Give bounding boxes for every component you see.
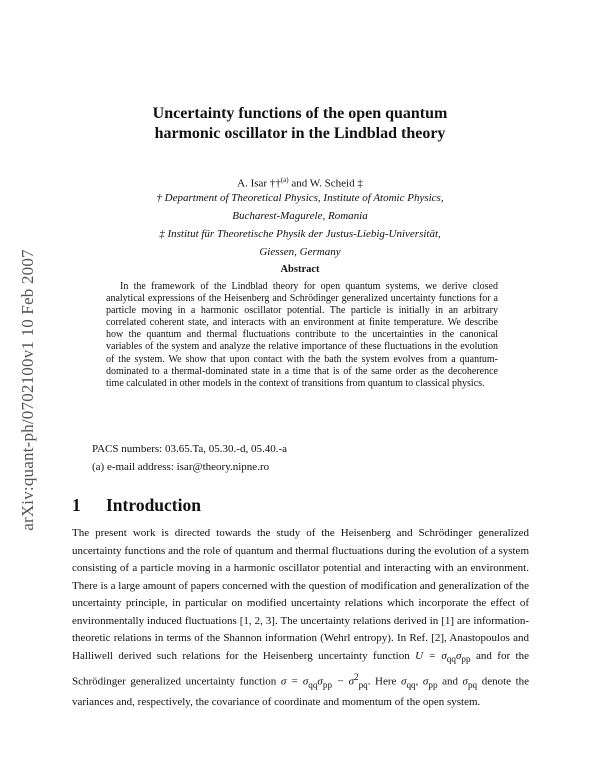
eq-sup-2: 2 bbox=[354, 671, 359, 682]
arxiv-side-identifier bbox=[8, 190, 48, 590]
body-text-4: denote the variances and, respectively, the covariance of coordinate and momentum of the open system. bbox=[72, 675, 530, 708]
affiliation-1-line-2: Bucharest-Magurele, Romania bbox=[232, 210, 368, 222]
paper-title bbox=[80, 104, 520, 144]
eq-sub-pp-2: pp bbox=[322, 679, 333, 690]
body-text-1: The present work is directed towards the study of the Heisenberg and Schrödinger generalized uncertainty functions and the role of quantum and thermal fluctuations during the evolution of a system consisting of a particle moving in a harmonic oscillator potential and interacting with an environment. There is a large amount of papers concerned with the question of modification and generalization of the uncertainty principle, in particular on modified uncertainty relations which incorporate the effect of environmentally induced fluctuations [1, 2, 3]. The uncertainty relations derived in [1] are information-theoretic relations in terms of the Shannon information (Wehrl entropy). In Ref. [2], Anastopoulos and Halliwell derived such relations for the Heisenberg uncertainty function bbox=[72, 527, 529, 662]
title-line-2: harmonic oscillator in the Lindblad theory bbox=[154, 125, 446, 142]
var-sub-pp: pp bbox=[428, 679, 438, 690]
arxiv-id-text: arXiv:quant-ph/0702100v1 10 Feb 2007 bbox=[18, 249, 37, 531]
eq-sigma: σ bbox=[455, 649, 462, 662]
body-comma: , bbox=[415, 675, 423, 688]
var-sigma-pq: σ bbox=[462, 675, 468, 688]
var-sigma-pp: σ bbox=[422, 675, 429, 688]
eq-sigma-2: σ bbox=[317, 675, 323, 688]
body-text-2: and for the Schrödinger generalized uncertainty function bbox=[72, 649, 529, 688]
affiliation-2-line-1: ‡ Institut für Theoretische Physik der Justus-Liebig-Universität, bbox=[159, 228, 441, 240]
eq-heisenberg-lhs: U = σ bbox=[415, 649, 447, 662]
section-title: Introduction bbox=[106, 495, 201, 515]
eq-minus-sigma: − σ bbox=[332, 675, 354, 688]
affiliation-2-line-2: Giessen, Germany bbox=[259, 246, 341, 258]
author-1-footnote-mark: (a) bbox=[280, 176, 289, 184]
body-text-3: . Here bbox=[367, 675, 401, 688]
eq-sub-pq: pq bbox=[358, 679, 368, 690]
affiliation-1-line-1: † Department of Theoretical Physics, Institute of Atomic Physics, bbox=[156, 192, 444, 204]
pacs-numbers: PACS numbers: 03.65.Ta, 05.30.-d, 05.40.-a bbox=[92, 443, 287, 455]
affiliation-2 bbox=[80, 225, 520, 261]
abstract-text: In the framework of the Lindblad theory for open quantum systems, we derive closed analytical expressions of the Heisenberg and Schrödinger generalized uncertainty functions for a particle moving in a harmonic oscillator potential. The particle is initially in an arbitrary correlated coherent state, and interacts with an environment at finite temperature. We describe how the quantum and thermal fluctuations contribute to the uncertainties in the canonical variables of the system and analyze the relative importance of these fluctuations in the evolution of the system. We show that upon contact with the bath the system evolves from a quantum-dominated to a thermal-dominated state in a time that is of the same order as the decoherence time calculated in other models in the context of transitions from quantum to classical physics. bbox=[106, 281, 498, 389]
author-email: (a) e-mail address: isar@theory.nipne.ro bbox=[92, 461, 270, 473]
body-and: and bbox=[437, 675, 463, 688]
section-heading bbox=[72, 494, 201, 516]
eq-sub-pp: pp bbox=[461, 654, 471, 665]
var-sub-qq: qq bbox=[406, 679, 416, 690]
var-sub-pq: pq bbox=[467, 679, 478, 690]
eq-sub-qq-2: qq bbox=[308, 679, 318, 690]
author-2: and W. Scheid ‡ bbox=[288, 177, 363, 190]
eq-schrodinger-lhs: σ = σ bbox=[280, 675, 309, 688]
eq-sub-qq: qq bbox=[446, 654, 456, 665]
author-1: A. Isar †† bbox=[237, 177, 281, 190]
abstract-heading: Abstract bbox=[280, 264, 320, 275]
title-line-1: Uncertainty functions of the open quantum bbox=[152, 105, 448, 122]
section-number: 1 bbox=[72, 495, 81, 515]
introduction-paragraph bbox=[72, 525, 529, 712]
affiliation-1 bbox=[80, 189, 520, 225]
var-sigma-qq: σ bbox=[401, 675, 407, 688]
